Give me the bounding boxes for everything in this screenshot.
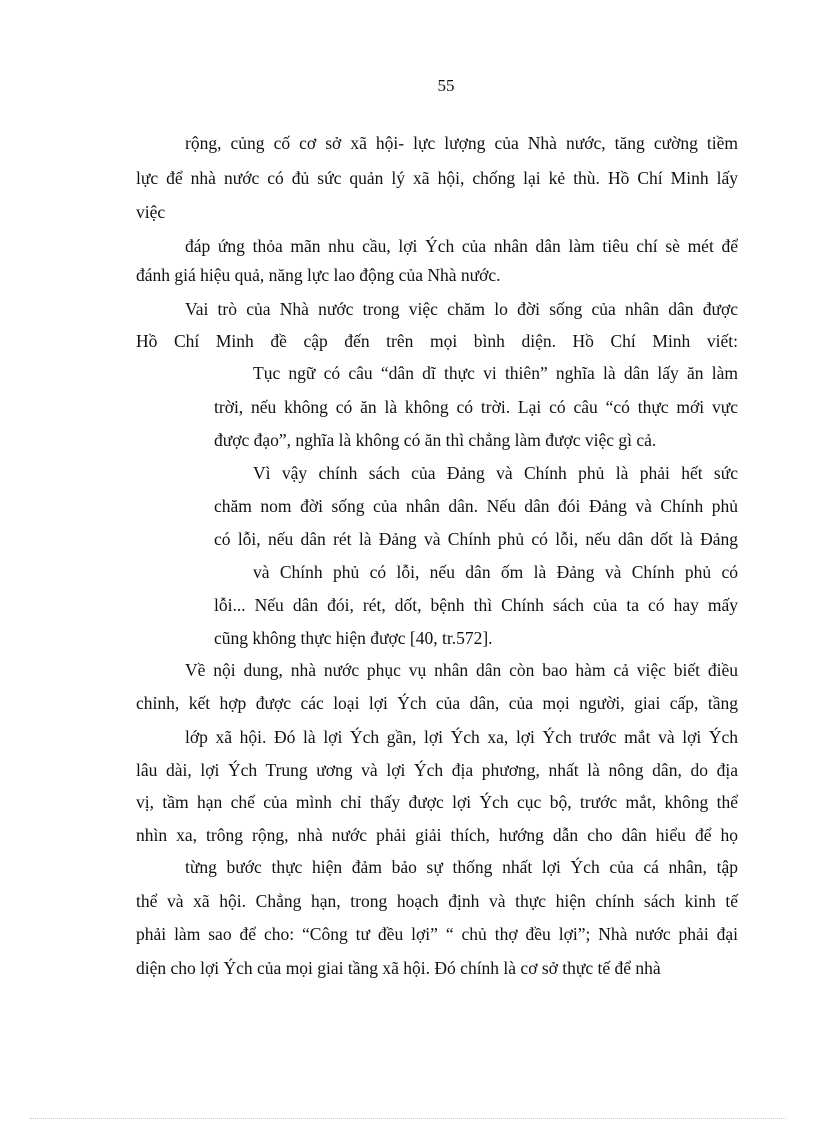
text-line: đáp ứng thỏa mãn nhu cầu, lợi Ých của nhân dân làm tiêu chí sè mét để	[185, 236, 738, 256]
text-line: lực để nhà nước có đủ sức quản lý xã hội, chống lại kẻ thù. Hồ Chí Minh lấy	[136, 168, 738, 188]
quote-line: Vì vậy chính sách của Đảng và Chính phủ là phải hết sức	[253, 463, 738, 483]
text-line: Vai trò của Nhà nước trong việc chăm lo đời sống của nhân dân được	[185, 299, 738, 319]
text-line: Về nội dung, nhà nước phục vụ nhân dân còn bao hàm cả việc biết điều	[185, 660, 738, 680]
quote-line: Tục ngữ có câu “dân dĩ thực vi thiên” nghĩa là dân lấy ăn làm	[253, 363, 738, 383]
quote-line: lỗi... Nếu dân đói, rét, dốt, bệnh thì Chính sách của ta có hay mấy	[214, 595, 738, 615]
text-line: chỉnh, kết hợp được các loại lợi Ých của dân, của mọi người, giai cấp, tầng	[136, 693, 738, 713]
quote-line: và Chính phủ có lỗi, nếu dân ốm là Đảng và Chính phủ có	[253, 562, 738, 582]
text-line: rộng, củng cố cơ sở xã hội- lực lượng của Nhà nước, tăng cường tiềm	[185, 133, 738, 153]
text-line: phải làm sao để cho: “Công tư đều lợi” “ chủ thợ đều lợi”; Nhà nước phải đại	[136, 924, 738, 944]
page-number: 55	[437, 76, 455, 95]
quote-line: trời, nếu không có ăn là không có trời. Lại có câu “có thực mới vực	[214, 397, 738, 417]
quote-line: cũng không thực hiện được [40, tr.572].	[214, 628, 493, 648]
quote-line: có lỗi, nếu dân rét là Đảng và Chính phủ có lỗi, nếu dân dốt là Đảng	[214, 529, 738, 549]
text-line: diện cho lợi Ých của mọi giai tầng xã hội. Đó chính là cơ sở thực tế để nhà	[136, 958, 661, 978]
text-line: Hồ Chí Minh đề cập đến trên mọi bình diện. Hồ Chí Minh viết:	[136, 331, 738, 351]
text-line: nhìn xa, trông rộng, nhà nước phải giải thích, hướng dẫn cho dân hiểu để họ	[136, 825, 738, 845]
text-line: từng bước thực hiện đảm bảo sự thống nhất lợi Ých của cá nhân, tập	[185, 857, 738, 877]
text-line: lớp xã hội. Đó là lợi Ých gần, lợi Ých xa, lợi Ých trước mắt và lợi Ých	[185, 727, 738, 747]
quote-line: được đạo”, nghĩa là không có ăn thì chẳng làm được việc gì cả.	[214, 430, 657, 450]
text-line: đánh giá hiệu quả, năng lực lao động của Nhà nước.	[136, 265, 501, 285]
text-line: việc	[136, 202, 166, 222]
text-line: thể và xã hội. Chẳng hạn, trong hoạch định và thực hiện chính sách kinh tế	[136, 891, 738, 911]
page-border	[30, 1118, 786, 1119]
quote-line: chăm nom đời sống của nhân dân. Nếu dân đói Đảng và Chính phủ	[214, 496, 738, 516]
text-line: lâu dài, lợi Ých Trung ương và lợi Ých địa phương, nhất là nông dân, do địa	[136, 760, 738, 780]
text-line: vị, tầm hạn chế của mình chỉ thấy được lợi Ých cục bộ, trước mắt, không thể	[136, 792, 738, 812]
